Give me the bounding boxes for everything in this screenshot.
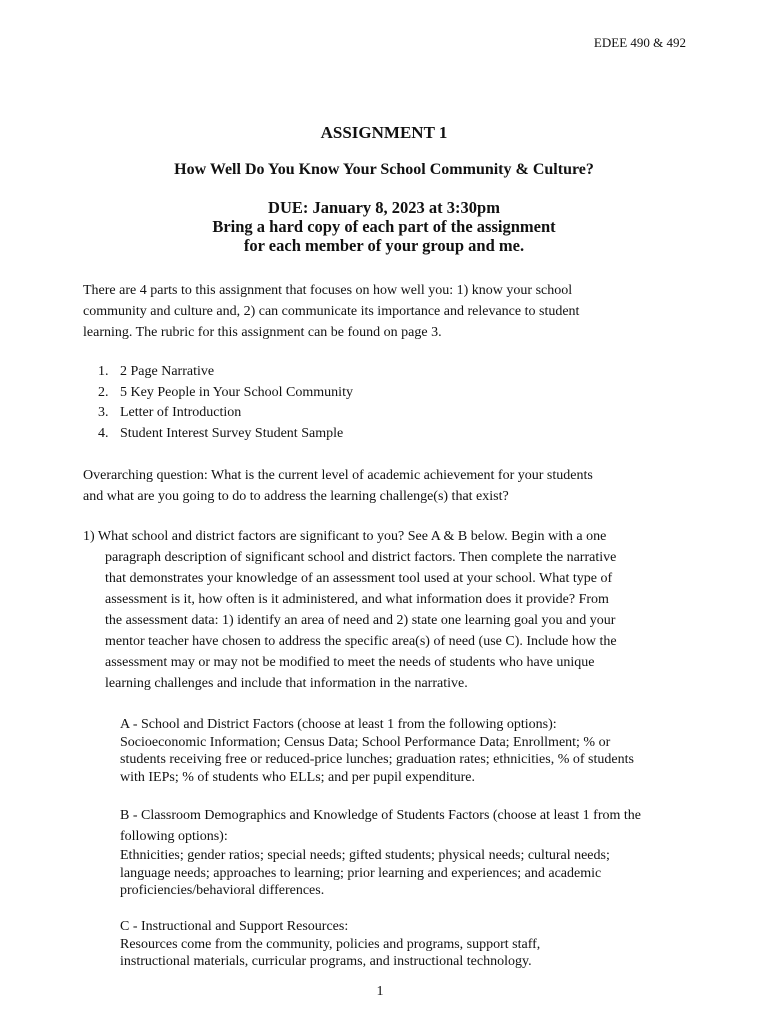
question-1-line: paragraph description of significant school and district factors. Then complete the narrative bbox=[105, 550, 617, 565]
assignment-title: ASSIGNMENT 1 bbox=[320, 123, 448, 142]
list-item-label: 5 Key People in Your School Community bbox=[120, 384, 353, 400]
factor-c-line: Resources come from the community, policies and programs, support staff, bbox=[120, 936, 541, 952]
list-item-number: 4. bbox=[98, 426, 109, 442]
factor-b-line: language needs; approaches to learning; prior learning and experiences; and academic bbox=[120, 865, 602, 881]
question-1 bbox=[83, 526, 673, 694]
list-item-number: 3. bbox=[98, 405, 109, 421]
due-block bbox=[0, 198, 768, 255]
course-code: EDEE 490 & 492 bbox=[593, 35, 686, 50]
intro-line: learning. The rubric for this assignment can be found on page 3. bbox=[83, 325, 442, 340]
question-1-line: learning challenges and include that information in the narrative. bbox=[105, 676, 468, 691]
factor-a-section bbox=[120, 716, 690, 786]
page-number: 1 bbox=[376, 984, 384, 999]
parts-list bbox=[98, 362, 353, 445]
due-date: DUE: January 8, 2023 at 3:30pm bbox=[268, 198, 500, 217]
list-item bbox=[98, 424, 353, 445]
factor-a-line: Socioeconomic Information; Census Data; School Performance Data; Enrollment; % or bbox=[120, 734, 611, 750]
factor-a-line: with IEPs; % of students who ELLs; and per pupil expenditure. bbox=[120, 769, 475, 785]
intro-line: There are 4 parts to this assignment that focuses on how well you: 1) know your school bbox=[83, 283, 573, 298]
list-item-label: Student Interest Survey Student Sample bbox=[120, 426, 344, 442]
intro-line: community and culture and, 2) can communicate its importance and relevance to student bbox=[83, 304, 580, 319]
list-item bbox=[98, 403, 353, 424]
intro-paragraph bbox=[83, 280, 683, 343]
due-instruction-line-1: Bring a hard copy of each part of the assignment bbox=[212, 217, 556, 236]
factor-b-line: proficiencies/behavioral differences. bbox=[120, 883, 325, 898]
overarching-question bbox=[83, 465, 683, 507]
question-1-line: assessment may or may not be modified to meet the needs of students who have unique bbox=[105, 655, 595, 670]
factor-c-section bbox=[120, 918, 690, 971]
question-1-line: the assessment data: 1) identify an area of need and 2) state one learning goal you and your bbox=[105, 613, 616, 628]
factor-b-line: Ethnicities; gender ratios; special needs; gifted students; physical needs; cultural needs; bbox=[120, 848, 610, 863]
factor-a-line: students receiving free or reduced-price lunches; graduation rates; ethnicities, % of students bbox=[120, 752, 634, 767]
list-item bbox=[98, 383, 353, 404]
list-item-number: 1. bbox=[98, 364, 109, 379]
factor-b-section bbox=[120, 805, 690, 900]
factor-a-heading: A - School and District Factors (choose at least 1 from the following options): bbox=[120, 717, 557, 732]
factor-c-heading: C - Instructional and Support Resources: bbox=[120, 919, 349, 934]
question-1-line: that demonstrates your knowledge of an assessment tool used at your school. What type of bbox=[105, 571, 613, 586]
question-1-line: 1) What school and district factors are significant to you? See A & B below. Begin with a one bbox=[83, 529, 607, 544]
overarching-line: and what are you going to do to address the learning challenge(s) that exist? bbox=[83, 489, 509, 504]
question-1-line: assessment is it, how often is it administered, and what information does it provide? From bbox=[105, 592, 609, 607]
list-item-label: Letter of Introduction bbox=[120, 405, 242, 421]
list-item-number: 2. bbox=[98, 384, 109, 400]
factor-c-line: instructional materials, curricular programs, and instructional technology. bbox=[120, 954, 532, 969]
question-1-line: mentor teacher have chosen to address the specific area(s) of need (use C). Include how the bbox=[105, 634, 617, 649]
list-item-label: 2 Page Narrative bbox=[120, 364, 215, 379]
assignment-subtitle: How Well Do You Know Your School Community & Culture? bbox=[174, 161, 594, 178]
factor-b-heading: B - Classroom Demographics and Knowledge of Students Factors (choose at least 1 from the bbox=[120, 808, 642, 823]
list-item bbox=[98, 362, 353, 383]
due-instruction-line-2: for each member of your group and me. bbox=[243, 236, 525, 255]
factor-b-heading: following options): bbox=[120, 829, 228, 844]
overarching-line: Overarching question: What is the current level of academic achievement for your students bbox=[83, 468, 593, 483]
